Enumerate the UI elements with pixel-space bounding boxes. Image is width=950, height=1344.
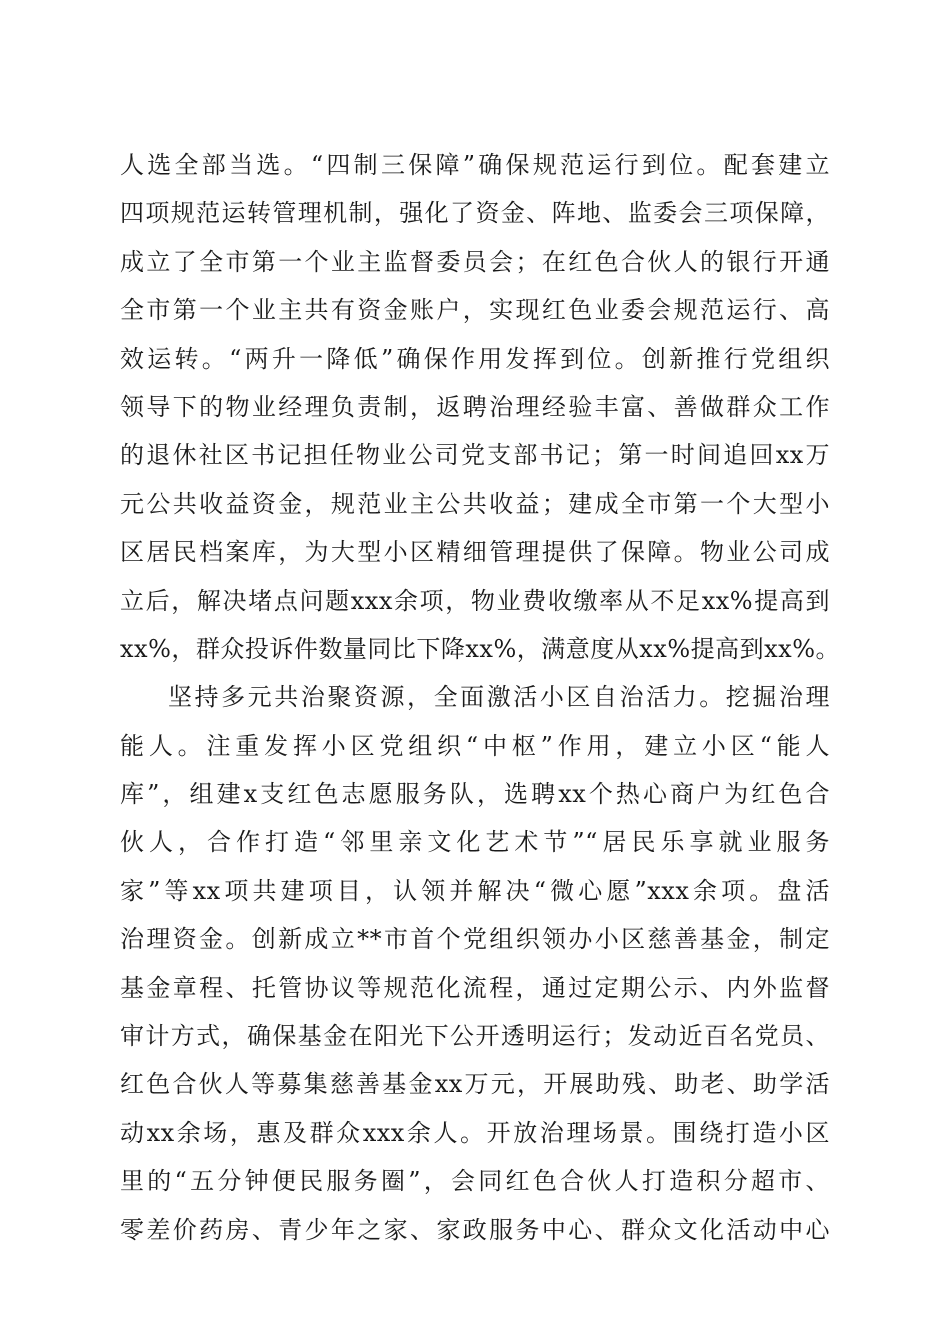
text-line: 伙人，合作打造“邻里亲文化艺术节”“居民乐享就业服务 xyxy=(120,828,830,857)
text-line: 区居民档案库，为大型小区精细管理提供了保障。物业公司成 xyxy=(120,538,830,567)
text-line: 元公共收益资金，规范业主公共收益；建成全市第一个大型小 xyxy=(120,489,830,518)
text-line: 动xx余场，惠及群众xxx余人。开放治理场景。围绕打造小区 xyxy=(120,1118,830,1147)
text-line: xx%，群众投诉件数量同比下降xx%，满意度从xx%提高到xx%。 xyxy=(120,634,840,663)
text-line: 立后，解决堵点问题xxx余项，物业费收缴率从不足xx%提高到 xyxy=(120,586,830,615)
text-line: 人选全部当选。“四制三保障”确保规范运行到位。配套建立 xyxy=(120,151,830,179)
text-line: 的退休社区书记担任物业公司党支部书记；第一时间追回xx万 xyxy=(120,441,830,470)
paragraph-1 xyxy=(120,141,840,673)
text-line: 治理资金。创新成立**市首个党组织领办小区慈善基金，制定 xyxy=(120,925,830,954)
text-line: 四项规范运转管理机制，强化了资金、阵地、监委会三项保障， xyxy=(120,199,830,228)
text-line: 审计方式，确保基金在阳光下公开透明运行；发动近百名党员、 xyxy=(120,1022,830,1051)
text-line: 全市第一个业主共有资金账户，实现红色业委会规范运行、高 xyxy=(120,296,830,325)
text-line: 领导下的物业经理负责制，返聘治理经验丰富、善做群众工作 xyxy=(120,392,830,421)
text-line: 里的“五分钟便民服务圈”，会同红色合伙人打造积分超市、 xyxy=(120,1167,830,1196)
text-line: 家”等xx项共建项目，认领并解决“微心愿”xxx余项。盘活 xyxy=(120,876,830,905)
body-text xyxy=(120,141,840,1254)
text-line: 红色合伙人等募集慈善基金xx万元，开展助残、助老、助学活 xyxy=(120,1070,830,1099)
paragraph-2 xyxy=(120,673,830,1254)
text-line: 零差价药房、青少年之家、家政服务中心、群众文化活动中心 xyxy=(120,1215,830,1244)
text-line: 能人。注重发挥小区党组织“中枢”作用，建立小区“能人 xyxy=(120,731,830,760)
text-line: 基金章程、托管协议等规范化流程，通过定期公示、内外监督 xyxy=(120,973,830,1002)
text-line: 成立了全市第一个业主监督委员会；在红色合伙人的银行开通 xyxy=(120,247,830,276)
text-line: 库”，组建x支红色志愿服务队，选聘xx个热心商户为红色合 xyxy=(120,780,830,809)
text-line: 坚持多元共治聚资源，全面激活小区自治活力。挖掘治理 xyxy=(168,683,830,712)
text-line: 效运转。“两升一降低”确保作用发挥到位。创新推行党组织 xyxy=(120,344,830,373)
